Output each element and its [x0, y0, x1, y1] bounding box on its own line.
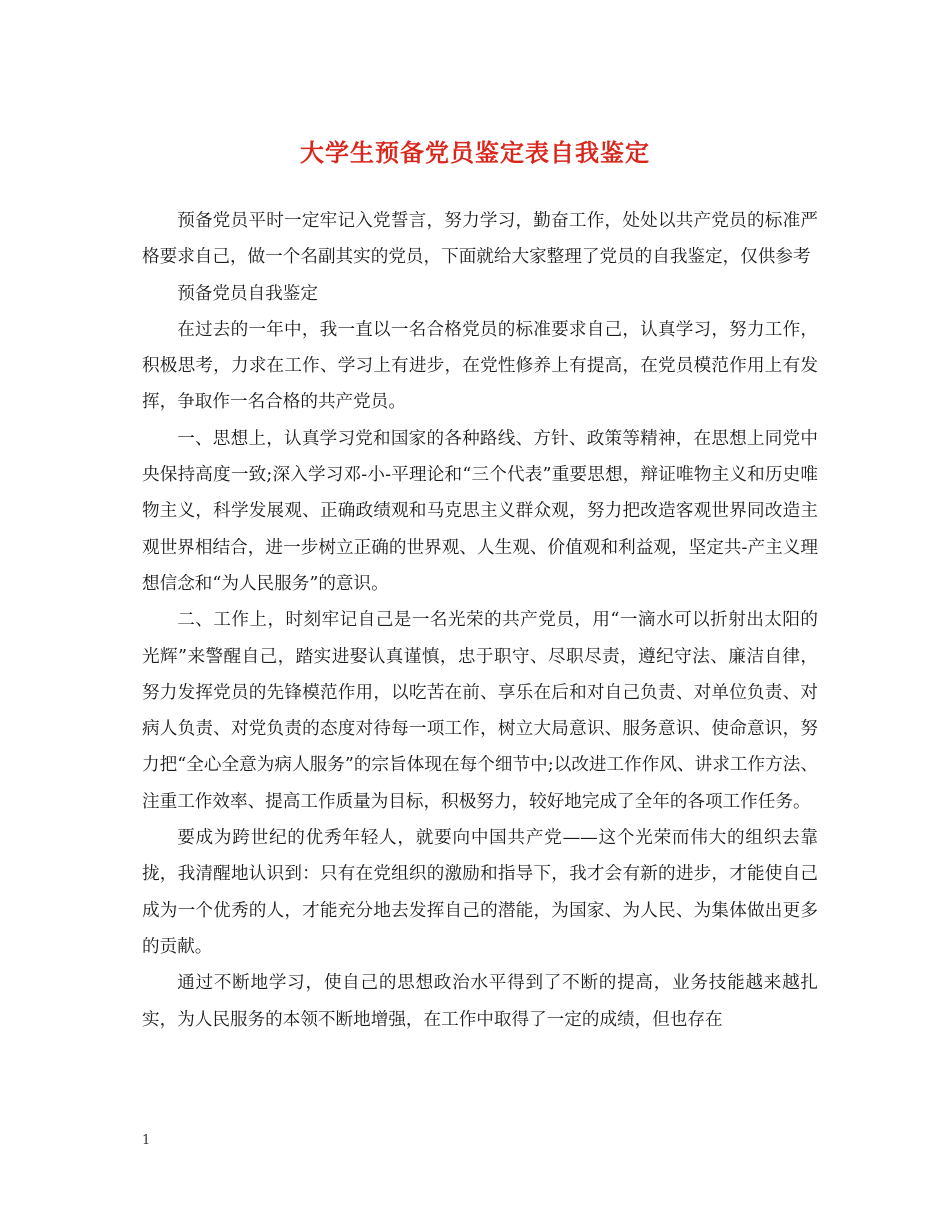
body-paragraph: 要成为跨世纪的优秀年轻人，就要向中国共产党——这个光荣而伟大的组织去靠拢，我清醒地认识到：只有在党组织的激励和指导下，我才会有新的进步，才能使自己成为一个优秀的人，才能充分地去发挥自己的潜能，为国家、为人民、为集体做出更多的贡献。: [142, 828, 818, 957]
body-paragraph: 通过不断地学习，使自己的思想政治水平得到了不断的提高，业务技能越来越扎实，为人民服务的本领不断地增强，在工作中取得了一定的成绩，但也存在: [142, 973, 818, 1030]
body-paragraph: 一、思想上，认真学习党和国家的各种路线、方针、政策等精神，在思想上同党中央保持高度一致;深入学习邓-小-平理论和“三个代表”重要思想，辩证唯物主义和历史唯物主义，科学发展观、正确政绩观和马克思主义群众观，努力把改造客观世界同改造主观世界相结合，进一步树立正确的世界观、人生观、价值观和利益观，坚定共-产主义理想信念和“为人民服务”的意识。: [142, 428, 818, 594]
document-body: [142, 203, 818, 1038]
page-number: 1: [142, 1133, 151, 1148]
intro-paragraph: 预备党员平时一定牢记入党誓言，努力学习，勤奋工作，处处以共产党员的标准严格要求自己，做一个名副其实的党员，下面就给大家整理了党员的自我鉴定，仅供参考: [142, 211, 818, 268]
body-paragraph: 在过去的一年中，我一直以一名合格党员的标准要求自己，认真学习，努力工作，积极思考，力求在工作、学习上有进步，在党性修养上有提高，在党员模范作用上有发挥，争取作一名合格的共产党员。: [142, 319, 818, 413]
section-heading: 预备党员自我鉴定: [177, 283, 318, 304]
body-paragraph: 二、工作上，时刻牢记自己是一名光荣的共产党员，用“一滴水可以折射出太阳的光辉”来警醒自己，踏实进娶认真谨慎，忠于职守、尽职尽责，遵纪守法、廉洁自律，努力发挥党员的先锋模范作用，以吃苦在前、享乐在后和对自己负责、对单位负责、对病人负责、对党负责的态度对待每一项工作，树立大局意识、服务意识、使命意识，努力把“全心全意为病人服务”的宗旨体现在每个细节中;以改进工作作风、讲求工作方法、注重工作效率、提高工作质量为目标，积极努力，较好地完成了全年的各项工作任务。: [142, 610, 818, 812]
document-title: 大学生预备党员鉴定表自我鉴定: [300, 138, 650, 167]
